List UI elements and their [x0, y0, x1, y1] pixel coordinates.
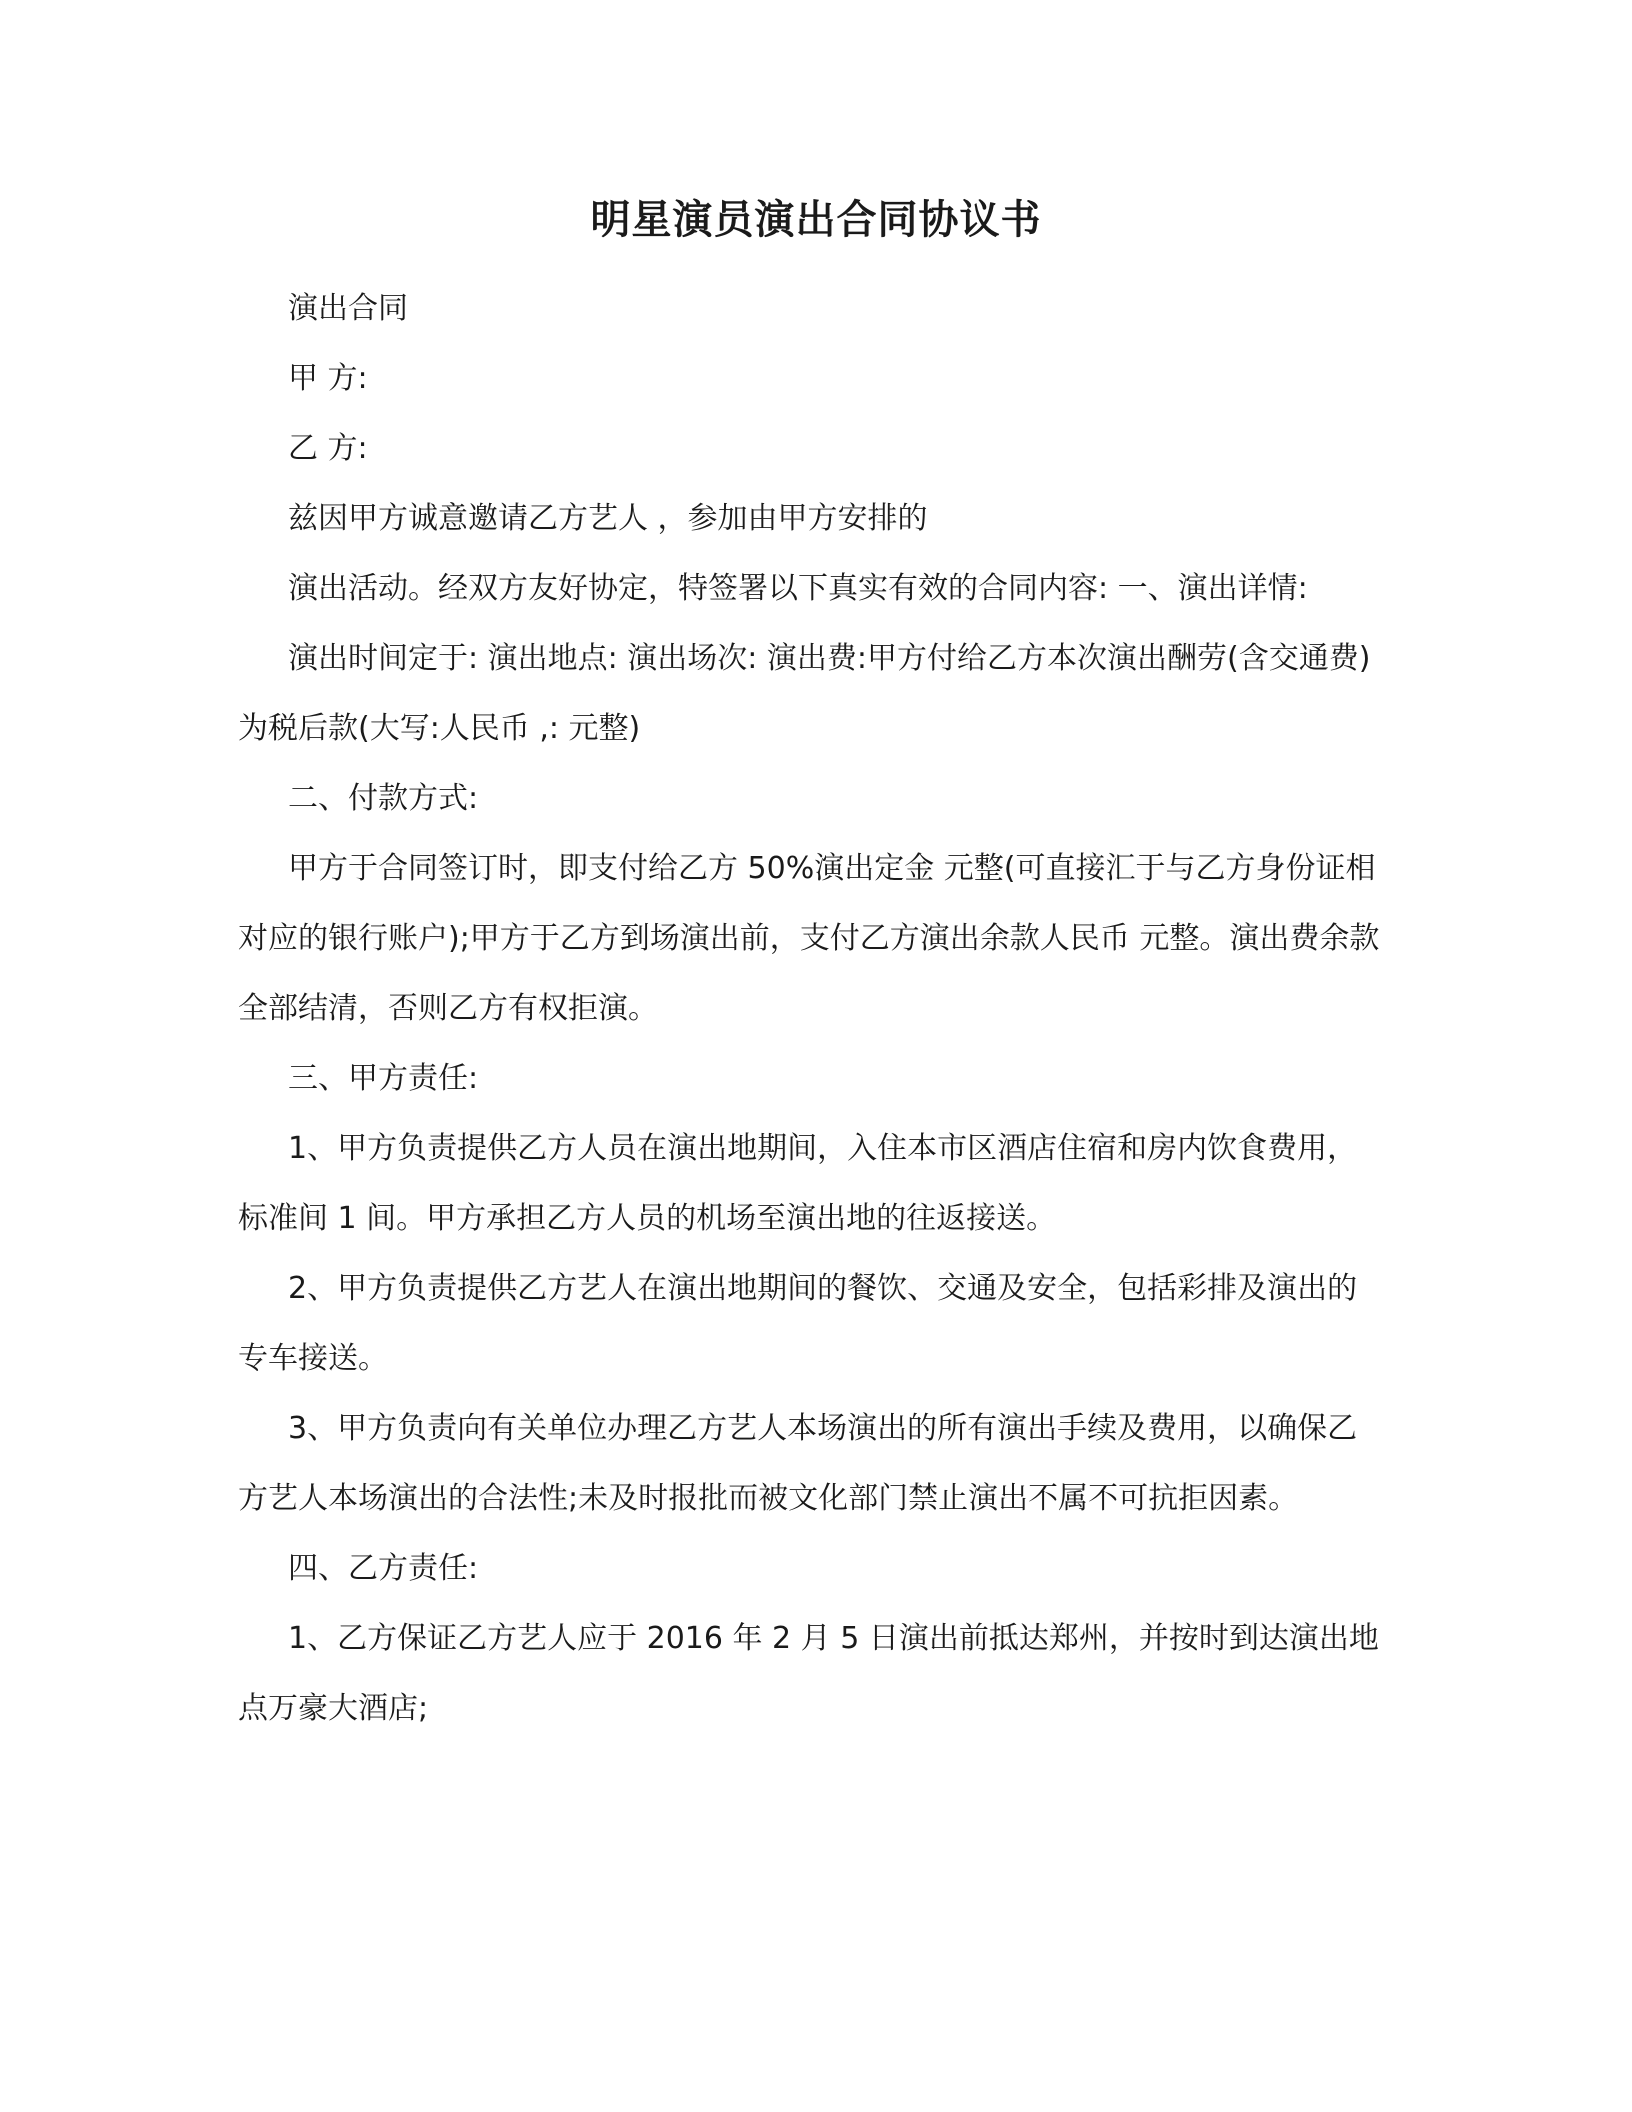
section-heading-party-b-duties: 四、乙方责任:	[288, 1551, 479, 1586]
paragraph-party-a-duty-1: 1、甲方负责提供乙方人员在演出地期间，入住本市区酒店住宿和房内饮食费用，标准间 1 间。甲方承担乙方人员的机场至演出地的往返接送。	[238, 1131, 1358, 1236]
paragraph-party-b-duty-1: 1、乙方保证乙方艺人应于 2016 年 2 月 5 日演出前抵达郑州，并按时到达演出地点万豪大酒店;	[238, 1621, 1379, 1726]
paragraph-party-a: 甲 方:	[288, 361, 368, 396]
paragraph-invitation: 兹因甲方诚意邀请乙方艺人 ，参加由甲方安排的	[288, 501, 928, 536]
section-heading-payment: 二、付款方式:	[288, 781, 479, 816]
paragraph-payment-terms: 甲方于合同签订时，即支付给乙方 50%演出定金 元整(可直接汇于与乙方身份证相对应的银行账户);甲方于乙方到场演出前，支付乙方演出余款人民币 元整。演出费余款全部结清，否则乙方有权拒演。	[238, 851, 1380, 1026]
paragraph-party-b: 乙 方:	[288, 431, 368, 466]
paragraph-party-a-duty-3: 3、甲方负责向有关单位办理乙方艺人本场演出的所有演出手续及费用，以确保乙方艺人本场演出的合法性;未及时报批而被文化部门禁止演出不属不可抗拒因素。	[238, 1411, 1358, 1516]
document-body	[238, 274, 1384, 1744]
document-title: 明星演员演出合同协议书	[590, 197, 1042, 243]
section-heading-party-a-duties: 三、甲方责任:	[288, 1061, 479, 1096]
paragraph-performance-details: 演出时间定于: 演出地点: 演出场次: 演出费:甲方付给乙方本次演出酬劳(含交通费)为税后款(大写:人民币 ,: 元整)	[238, 641, 1371, 746]
paragraph-party-a-duty-2: 2、甲方负责提供乙方艺人在演出地期间的餐饮、交通及安全，包括彩排及演出的专车接送。	[238, 1271, 1358, 1376]
paragraph-agreement: 演出活动。经双方友好协定，特签署以下真实有效的合同内容: 一、演出详情:	[288, 571, 1308, 606]
paragraph-contract-label: 演出合同	[288, 291, 408, 326]
